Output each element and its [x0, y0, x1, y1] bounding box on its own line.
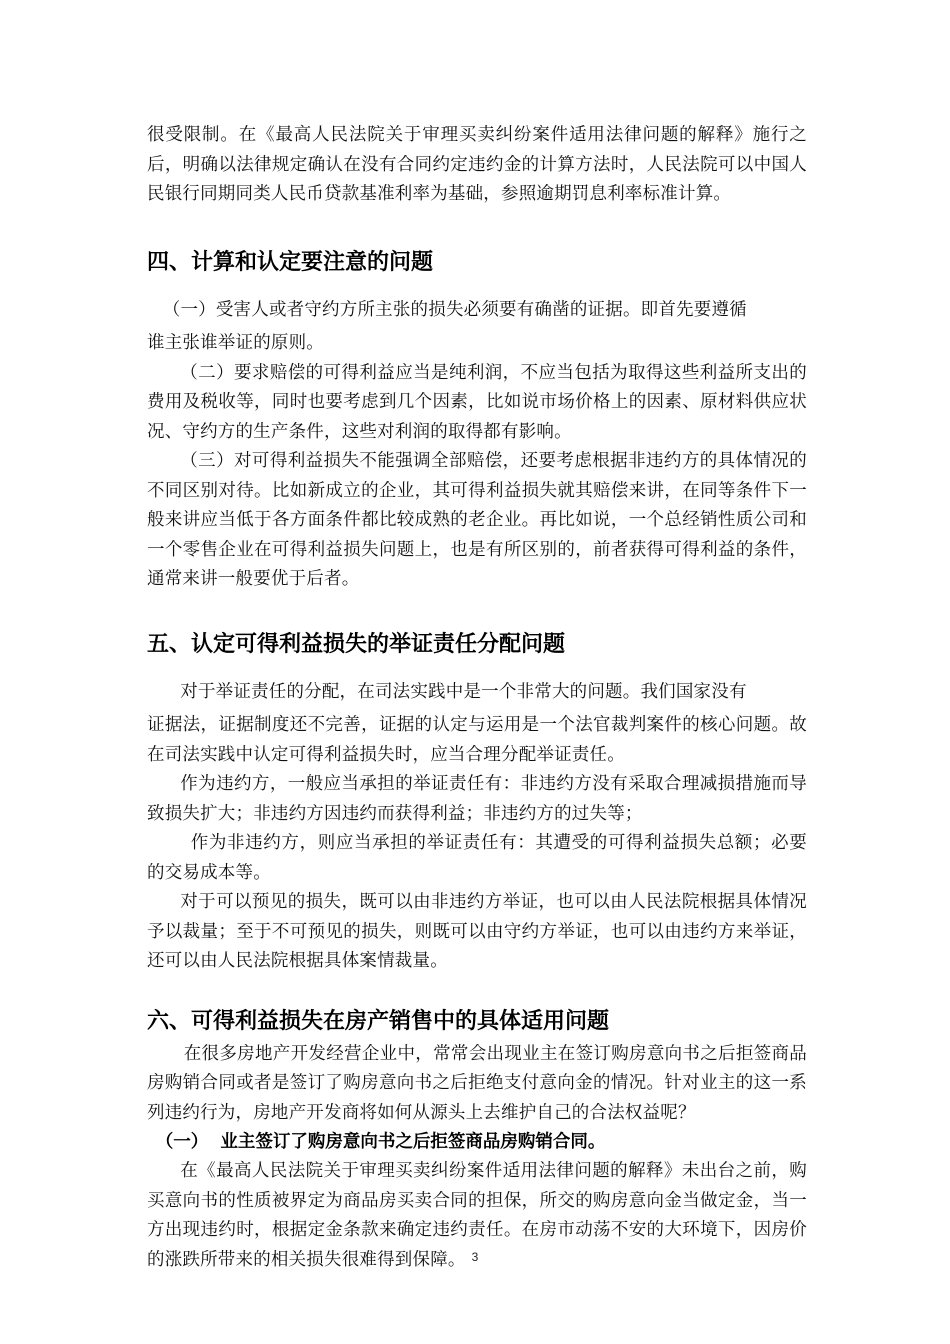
s5-paragraph-1-rest: 证据法，证据制度还不完善，证据的认定与运用是一个法官裁判案件的核心问题。故在司法实践中认定可得利益损失时，应当合理分配举证责任。: [147, 715, 807, 765]
subsection-heading-6-1: （一） 业主签订了购房意向书之后拒签商品房购销合同。: [155, 1132, 606, 1152]
s5-paragraph-1-line-1: 对于举证责任的分配，在司法实践中是一个非常大的问题。我们国家没有: [180, 681, 747, 702]
s4-paragraph-1-line-2: 谁主张谁举证的原则。: [147, 333, 324, 353]
s4-paragraph-1-line-1: （一）受害人或者守约方所主张的损失必须要有确凿的证据。即首先要遵循: [162, 299, 747, 320]
page-number: 3: [471, 1250, 479, 1264]
s6-paragraph-2: 在《最高人民法院关于审理买卖纠纷案件适用法律问题的解释》未出台之前，购买意向书的性质被界定为商品房买卖合同的担保，所交的购房意向金当做定金，当一方出现违约时，根据定金条款来确定违约责任。在房市动荡不安的大环境下，因房价的涨跌所带来的相关损失很难得到保障。: [147, 1161, 807, 1270]
s5-paragraph-4: 对于可以预见的损失，既可以由非违约方举证，也可以由人民法院根据具体情况予以裁量；至于不可预见的损失，则既可以由守约方举证，也可以由违约方来举证，还可以由人民法院根据具体案情裁量。: [147, 892, 807, 971]
section-heading-6: 六、可得利益损失在房产销售中的具体适用问题: [147, 1008, 610, 1034]
s4-paragraph-3: （三）对可得利益损失不能强调全部赔偿，还要考虑根据非违约方的具体情况的不同区别对待。比如新成立的企业，其可得利益损失就其赔偿来讲，在同等条件下一般来讲应当低于各方面条件都比较成熟的老企业。再比如说，一个总经销性质公司和一个零售企业在可得利益损失问题上，也是有所区别的，前者获得可得利益的条件，通常来讲一般要优于后者。: [147, 451, 807, 589]
page-content: [147, 121, 807, 1275]
s6-paragraph-1: 在很多房地产开发经营企业中，常常会出现业主在签订购房意向书之后拒签商品房购销合同或者是签订了购房意向书之后拒绝支付意向金的情况。针对业主的这一系列违约行为，房地产开发商将如何从源头上去维护自己的合法权益呢？: [147, 1043, 807, 1123]
s4-paragraph-2: （二）要求赔偿的可得利益应当是纯利润，不应当包括为取得这些利益所支出的费用及税收等，同时也要考虑到几个因素，比如说市场价格上的因素、原材料供应状况、守约方的生产条件，这些对利润的取得都有影响。: [147, 362, 807, 442]
s5-paragraph-2: 作为违约方，一般应当承担的举证责任有：非违约方没有采取合理减损措施而导致损失扩大；非违约方因违约而获得利益；非违约方的过失等；: [147, 774, 807, 824]
intro-paragraph: 很受限制。在《最高人民法院关于审理买卖纠纷案件适用法律问题的解释》施行之后，明确以法律规定确认在没有合同约定违约金的计算方法时，人民法院可以中国人民银行同期同类人民币贷款基准利率为基础，参照逾期罚息利率标准计算。: [147, 125, 807, 204]
s5-paragraph-3: 作为非违约方，则应当承担的举证责任有：其遭受的可得利益损失总额；必要的交易成本等。: [147, 833, 807, 883]
section-heading-4: 四、计算和认定要注意的问题: [147, 249, 434, 275]
section-heading-5: 五、认定可得利益损失的举证责任分配问题: [147, 631, 566, 657]
